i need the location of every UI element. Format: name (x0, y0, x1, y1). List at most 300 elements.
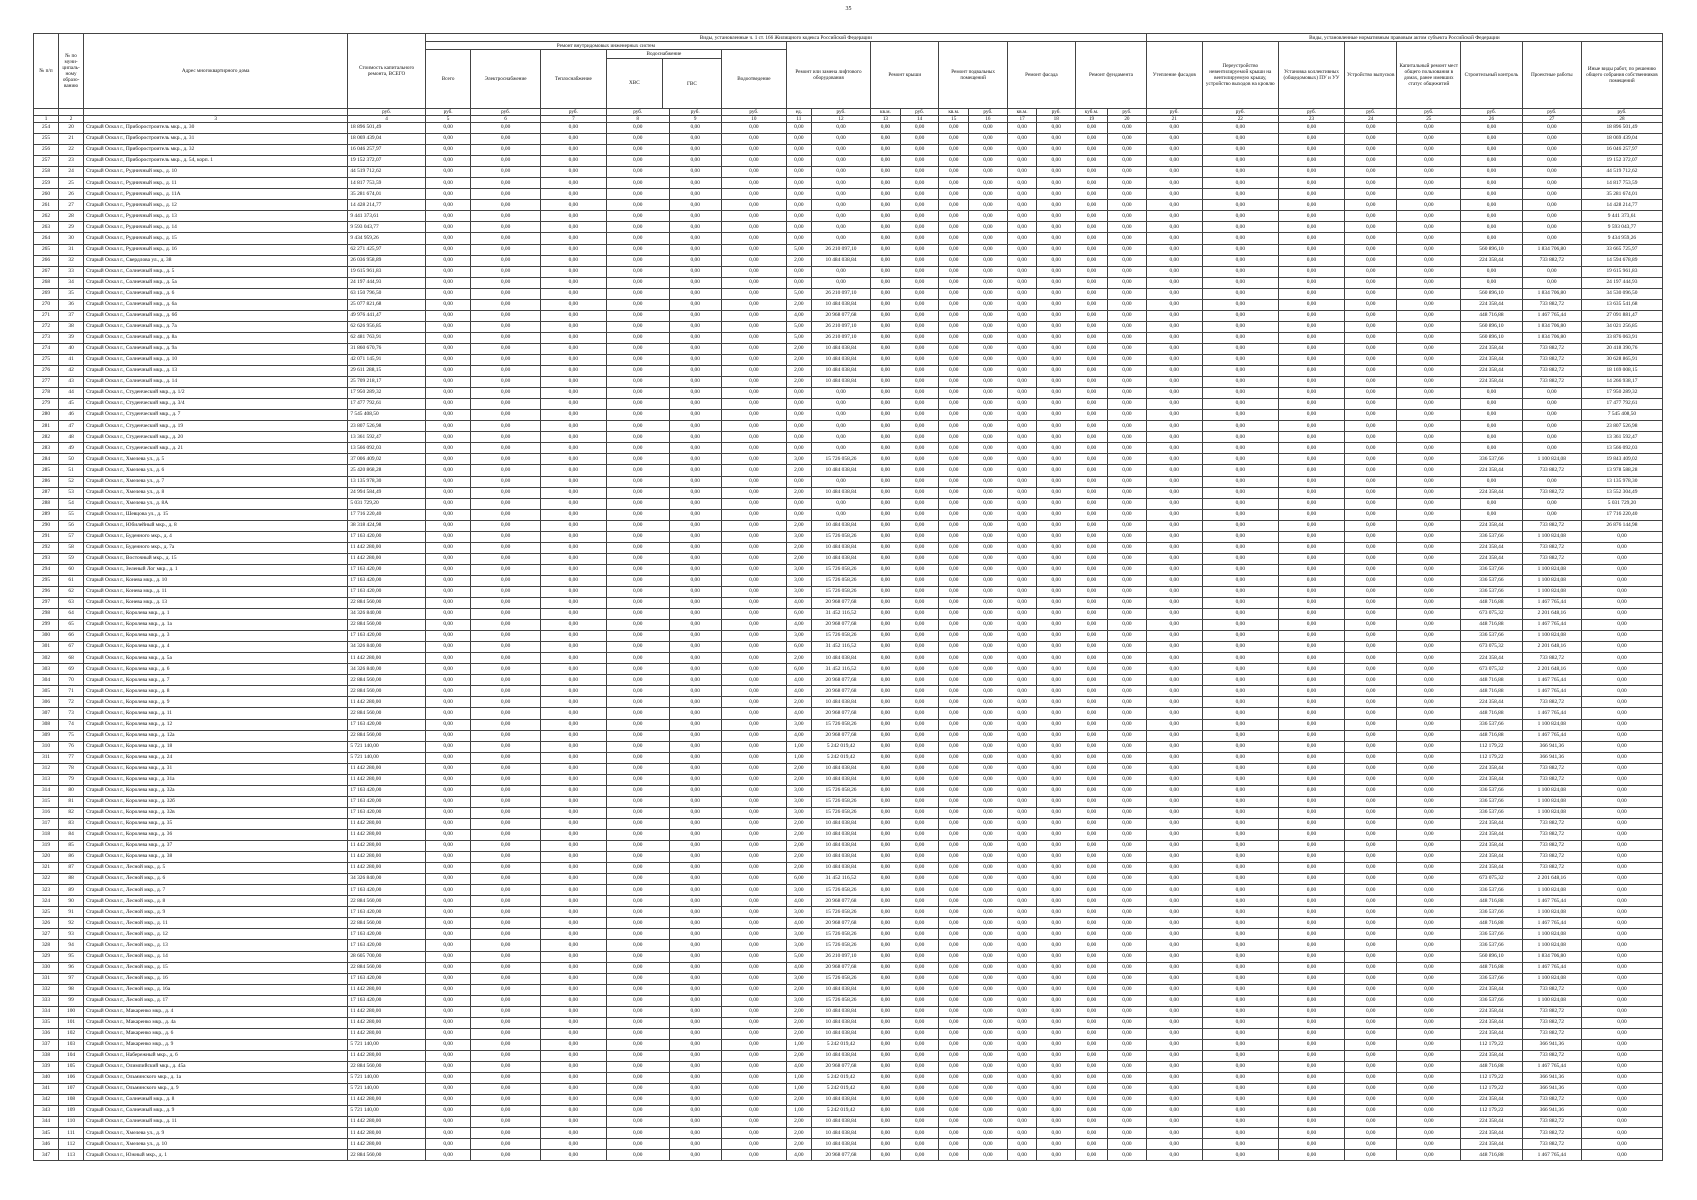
zero-value-cell: 0,00 (900, 675, 939, 686)
zero-value-cell: 0,00 (540, 1006, 606, 1017)
zero-value-cell: 0,00 (1007, 796, 1037, 807)
zero-value-cell: 0,00 (1037, 399, 1076, 410)
total-cost-cell: 22 884 560,00 (348, 730, 425, 741)
zero-value-cell: 0,00 (969, 542, 1008, 553)
zero-value-cell: 0,00 (721, 531, 786, 542)
zero-value-cell: 0,00 (969, 410, 1008, 421)
zero-value-cell: 0,00 (471, 885, 540, 896)
zero-value-cell: 0,00 (669, 509, 721, 520)
zero-value-cell: 0,00 (1007, 664, 1037, 675)
row-index-cell: 300 (34, 631, 59, 642)
zero-value-cell: 0,00 (1076, 366, 1108, 377)
zero-value-cell: 0,00 (1076, 863, 1108, 874)
address-cell: Старый Оскол г., Королева мкр., д. 37 (84, 841, 348, 852)
zero-value-cell: 0,00 (871, 774, 901, 785)
row-index-cell: 264 (34, 233, 59, 244)
zero-value-cell: 0,00 (471, 951, 540, 962)
zero-value-cell: 0,00 (1146, 520, 1202, 531)
zero-value-cell: 0,00 (1076, 796, 1108, 807)
zero-value-cell: 0,00 (471, 763, 540, 774)
zero-value-cell: 0,00 (425, 432, 471, 443)
zero-value-cell: 0,00 (900, 211, 939, 222)
zero-value-cell: 0,00 (606, 432, 669, 443)
design-works-cell: 1 834 706,80 (1522, 244, 1581, 255)
construction-control-cell: 336 537,66 (1461, 531, 1523, 542)
zero-value-cell: 0,00 (1397, 951, 1461, 962)
zero-value-cell: 0,00 (969, 863, 1008, 874)
address-cell: Старый Оскол г., Конева мкр., д. 11 (84, 586, 348, 597)
municipal-number-cell: 98 (59, 984, 84, 995)
header-electricity: Электроснабжение (471, 50, 540, 109)
lift-quantity-cell: 0,00 (786, 476, 811, 487)
construction-control-cell: 0,00 (1461, 443, 1523, 454)
table-row (34, 785, 1663, 796)
zero-value-cell: 0,00 (1202, 951, 1278, 962)
zero-value-cell: 0,00 (1146, 642, 1202, 653)
zero-value-cell: 0,00 (721, 1084, 786, 1095)
zero-value-cell: 0,00 (1202, 841, 1278, 852)
address-cell: Старый Оскол г., Приборостроитель мкр., д. 30 (84, 123, 348, 134)
lift-quantity-cell: 4,00 (786, 310, 811, 321)
lift-quantity-cell: 6,00 (786, 874, 811, 885)
zero-value-cell: 0,00 (1278, 277, 1344, 288)
total-cost-cell: 5 721 140,00 (348, 1073, 425, 1084)
zero-value-cell: 0,00 (1345, 962, 1397, 973)
zero-value-cell: 0,00 (1202, 266, 1278, 277)
zero-value-cell: 0,00 (1345, 1039, 1397, 1050)
zero-value-cell: 0,00 (1397, 200, 1461, 211)
zero-value-cell: 0,00 (871, 498, 901, 509)
zero-value-cell: 0,00 (425, 841, 471, 852)
address-cell: Старый Оскол г., Лесной мкр., д. 7 (84, 885, 348, 896)
table-row (34, 454, 1663, 465)
zero-value-cell: 0,00 (540, 443, 606, 454)
total-cost-cell: 11 442 280,00 (348, 1139, 425, 1150)
total-cost-cell: 22 884 560,00 (348, 708, 425, 719)
zero-value-cell: 0,00 (900, 1006, 939, 1017)
zero-value-cell: 0,00 (900, 1073, 939, 1084)
zero-value-cell: 0,00 (1107, 686, 1146, 697)
zero-value-cell: 0,00 (540, 686, 606, 697)
row-index-cell: 346 (34, 1139, 59, 1150)
zero-value-cell: 0,00 (1202, 123, 1278, 134)
construction-control-cell: 448 716,88 (1461, 620, 1523, 631)
zero-value-cell: 0,00 (1278, 321, 1344, 332)
column-number-cell: 4 (348, 116, 425, 123)
zero-value-cell: 0,00 (721, 796, 786, 807)
zero-value-cell: 0,00 (939, 332, 969, 343)
construction-control-cell: 0,00 (1461, 156, 1523, 167)
zero-value-cell: 0,00 (1345, 874, 1397, 885)
zero-value-cell: 0,00 (606, 123, 669, 134)
zero-value-cell: 0,00 (1007, 377, 1037, 388)
zero-value-cell: 0,00 (871, 222, 901, 233)
row-index-cell: 307 (34, 708, 59, 719)
total-cost-cell: 19 152 372,07 (348, 156, 425, 167)
zero-value-cell: 0,00 (969, 1061, 1008, 1072)
zero-value-cell: 0,00 (471, 752, 540, 763)
zero-value-cell: 0,00 (1202, 818, 1278, 829)
address-cell: Старый Оскол г., Королева мкр., д. 24 (84, 752, 348, 763)
lift-cost-cell: 26 210 097,10 (811, 321, 870, 332)
zero-value-cell: 0,00 (1037, 586, 1076, 597)
zero-value-cell: 0,00 (1345, 1006, 1397, 1017)
zero-value-cell: 0,00 (540, 929, 606, 940)
zero-value-cell: 0,00 (721, 520, 786, 531)
zero-value-cell: 0,00 (606, 951, 669, 962)
zero-value-cell: 0,00 (1202, 885, 1278, 896)
zero-value-cell: 0,00 (1278, 244, 1344, 255)
design-works-cell: 0,00 (1522, 388, 1581, 399)
total-cost-cell: 18 896 501,49 (348, 123, 425, 134)
zero-value-cell: 0,00 (1146, 1095, 1202, 1106)
zero-value-cell: 0,00 (871, 564, 901, 575)
zero-value-cell: 0,00 (871, 586, 901, 597)
zero-value-cell: 0,00 (721, 918, 786, 929)
address-cell: Старый Оскол г., Королева мкр., д. 35 (84, 818, 348, 829)
zero-value-cell: 0,00 (1278, 973, 1344, 984)
zero-value-cell: 0,00 (1076, 686, 1108, 697)
zero-value-cell: 0,00 (425, 896, 471, 907)
row-index-cell: 274 (34, 343, 59, 354)
zero-value-cell: 0,00 (1076, 785, 1108, 796)
table-row (34, 476, 1663, 487)
zero-value-cell: 0,00 (669, 852, 721, 863)
zero-value-cell: 0,00 (1397, 1017, 1461, 1028)
construction-control-cell: 673 075,32 (1461, 642, 1523, 653)
zero-value-cell: 0,00 (1146, 675, 1202, 686)
design-works-cell: 366 941,36 (1522, 1106, 1581, 1117)
zero-value-cell: 0,00 (1037, 520, 1076, 531)
zero-value-cell: 0,00 (1202, 564, 1278, 575)
zero-value-cell: 0,00 (871, 531, 901, 542)
zero-value-cell: 0,00 (1202, 1039, 1278, 1050)
zero-value-cell: 0,00 (1278, 310, 1344, 321)
other-works-cell: 13 978 588,28 (1581, 465, 1662, 476)
zero-value-cell: 0,00 (1037, 752, 1076, 763)
zero-value-cell: 0,00 (540, 200, 606, 211)
zero-value-cell: 0,00 (669, 222, 721, 233)
zero-value-cell: 0,00 (1076, 531, 1108, 542)
zero-value-cell: 0,00 (1345, 156, 1397, 167)
zero-value-cell: 0,00 (1345, 929, 1397, 940)
address-cell: Старый Оскол г., Королева мкр., д. 32б (84, 796, 348, 807)
zero-value-cell: 0,00 (425, 354, 471, 365)
lift-cost-cell: 0,00 (811, 421, 870, 432)
table-row (34, 520, 1663, 531)
zero-value-cell: 0,00 (606, 818, 669, 829)
zero-value-cell: 0,00 (606, 156, 669, 167)
zero-value-cell: 0,00 (1146, 266, 1202, 277)
construction-control-cell: 0,00 (1461, 145, 1523, 156)
address-cell: Старый Оскол г., Студенческий мкр., д. 21 (84, 443, 348, 454)
lift-quantity-cell: 4,00 (786, 620, 811, 631)
design-works-cell: 733 882,72 (1522, 984, 1581, 995)
total-cost-cell: 17 163 420,00 (348, 907, 425, 918)
municipal-number-cell: 88 (59, 874, 84, 885)
zero-value-cell: 0,00 (669, 653, 721, 664)
zero-value-cell: 0,00 (1037, 697, 1076, 708)
zero-value-cell: 0,00 (1007, 830, 1037, 841)
zero-value-cell: 0,00 (900, 940, 939, 951)
lift-cost-cell: 26 210 097,10 (811, 332, 870, 343)
zero-value-cell: 0,00 (1007, 454, 1037, 465)
zero-value-cell: 0,00 (969, 1117, 1008, 1128)
zero-value-cell: 0,00 (1107, 752, 1146, 763)
zero-value-cell: 0,00 (1397, 410, 1461, 421)
zero-value-cell: 0,00 (606, 1106, 669, 1117)
zero-value-cell: 0,00 (871, 1117, 901, 1128)
zero-value-cell: 0,00 (1037, 332, 1076, 343)
zero-value-cell: 0,00 (1278, 410, 1344, 421)
zero-value-cell: 0,00 (1345, 134, 1397, 145)
zero-value-cell: 0,00 (1397, 631, 1461, 642)
zero-value-cell: 0,00 (1146, 1139, 1202, 1150)
other-works-cell: 0,00 (1581, 896, 1662, 907)
zero-value-cell: 0,00 (871, 907, 901, 918)
zero-value-cell: 0,00 (1037, 1061, 1076, 1072)
lift-quantity-cell: 1,00 (786, 1039, 811, 1050)
zero-value-cell: 0,00 (1202, 377, 1278, 388)
address-cell: Старый Оскол г., Восточный мкр., д. 15 (84, 553, 348, 564)
zero-value-cell: 0,00 (1037, 796, 1076, 807)
other-works-cell: 0,00 (1581, 609, 1662, 620)
lift-quantity-cell: 3,00 (786, 785, 811, 796)
zero-value-cell: 0,00 (1397, 863, 1461, 874)
zero-value-cell: 0,00 (1076, 675, 1108, 686)
design-works-cell: 733 882,72 (1522, 377, 1581, 388)
municipal-number-cell: 96 (59, 962, 84, 973)
table-row (34, 697, 1663, 708)
zero-value-cell: 0,00 (939, 310, 969, 321)
lift-cost-cell: 15 726 058,26 (811, 940, 870, 951)
zero-value-cell: 0,00 (471, 145, 540, 156)
zero-value-cell: 0,00 (1397, 1095, 1461, 1106)
zero-value-cell: 0,00 (969, 244, 1008, 255)
row-index-cell: 344 (34, 1117, 59, 1128)
zero-value-cell: 0,00 (1007, 620, 1037, 631)
zero-value-cell: 0,00 (471, 443, 540, 454)
lift-cost-cell: 0,00 (811, 509, 870, 520)
zero-value-cell: 0,00 (540, 642, 606, 653)
municipal-number-cell: 68 (59, 653, 84, 664)
zero-value-cell: 0,00 (471, 1050, 540, 1061)
construction-control-cell: 448 716,88 (1461, 896, 1523, 907)
table-row (34, 189, 1663, 200)
zero-value-cell: 0,00 (1278, 145, 1344, 156)
zero-value-cell: 0,00 (1076, 321, 1108, 332)
zero-value-cell: 0,00 (606, 752, 669, 763)
design-works-cell: 1 467 765,44 (1522, 962, 1581, 973)
other-works-cell: 0,00 (1581, 675, 1662, 686)
unit-cell: руб. (606, 109, 669, 116)
zero-value-cell: 0,00 (1076, 1039, 1108, 1050)
zero-value-cell: 0,00 (900, 277, 939, 288)
zero-value-cell: 0,00 (1278, 1106, 1344, 1117)
zero-value-cell: 0,00 (606, 520, 669, 531)
zero-value-cell: 0,00 (425, 1006, 471, 1017)
zero-value-cell: 0,00 (721, 686, 786, 697)
row-index-cell: 333 (34, 995, 59, 1006)
total-cost-cell: 11 442 280,00 (348, 653, 425, 664)
zero-value-cell: 0,00 (1007, 399, 1037, 410)
zero-value-cell: 0,00 (969, 531, 1008, 542)
zero-value-cell: 0,00 (721, 1150, 786, 1161)
zero-value-cell: 0,00 (1107, 1006, 1146, 1017)
header-water-supply (606, 50, 721, 109)
zero-value-cell: 0,00 (900, 962, 939, 973)
zero-value-cell: 0,00 (969, 233, 1008, 244)
lift-quantity-cell: 0,00 (786, 178, 811, 189)
municipal-number-cell: 32 (59, 255, 84, 266)
other-works-cell: 0,00 (1581, 907, 1662, 918)
zero-value-cell: 0,00 (871, 145, 901, 156)
zero-value-cell: 0,00 (1076, 266, 1108, 277)
zero-value-cell: 0,00 (1107, 145, 1146, 156)
zero-value-cell: 0,00 (900, 332, 939, 343)
zero-value-cell: 0,00 (1146, 178, 1202, 189)
zero-value-cell: 0,00 (1202, 675, 1278, 686)
construction-control-cell: 224 358,44 (1461, 984, 1523, 995)
zero-value-cell: 0,00 (1037, 145, 1076, 156)
zero-value-cell: 0,00 (669, 1050, 721, 1061)
zero-value-cell: 0,00 (1007, 1061, 1037, 1072)
zero-value-cell: 0,00 (1345, 200, 1397, 211)
zero-value-cell: 0,00 (1202, 741, 1278, 752)
zero-value-cell: 0,00 (669, 410, 721, 421)
zero-value-cell: 0,00 (669, 1039, 721, 1050)
zero-value-cell: 0,00 (1037, 509, 1076, 520)
zero-value-cell: 0,00 (1278, 830, 1344, 841)
zero-value-cell: 0,00 (900, 266, 939, 277)
zero-value-cell: 0,00 (1076, 1073, 1108, 1084)
zero-value-cell: 0,00 (1202, 1061, 1278, 1072)
municipal-number-cell: 70 (59, 675, 84, 686)
zero-value-cell: 0,00 (669, 134, 721, 145)
lift-quantity-cell: 3,00 (786, 454, 811, 465)
address-cell: Старый Оскол г., Солнечный мкр., д. 9 (84, 1106, 348, 1117)
zero-value-cell: 0,00 (1146, 984, 1202, 995)
lift-cost-cell: 20 968 077,68 (811, 708, 870, 719)
construction-control-cell: 112 179,22 (1461, 1106, 1523, 1117)
zero-value-cell: 0,00 (540, 609, 606, 620)
zero-value-cell: 0,00 (1107, 542, 1146, 553)
zero-value-cell: 0,00 (871, 752, 901, 763)
header-design-works: Проектные работы (1522, 42, 1581, 109)
lift-quantity-cell: 3,00 (786, 995, 811, 1006)
zero-value-cell: 0,00 (669, 730, 721, 741)
design-works-cell: 1 467 765,44 (1522, 675, 1581, 686)
zero-value-cell: 0,00 (425, 343, 471, 354)
zero-value-cell: 0,00 (1202, 874, 1278, 885)
zero-value-cell: 0,00 (969, 719, 1008, 730)
zero-value-cell: 0,00 (471, 564, 540, 575)
zero-value-cell: 0,00 (1345, 984, 1397, 995)
row-index-cell: 259 (34, 178, 59, 189)
zero-value-cell: 0,00 (969, 310, 1008, 321)
zero-value-cell: 0,00 (900, 896, 939, 907)
zero-value-cell: 0,00 (471, 907, 540, 918)
total-cost-cell: 17 950 289,32 (348, 388, 425, 399)
zero-value-cell: 0,00 (1345, 1117, 1397, 1128)
other-works-cell: 0,00 (1581, 564, 1662, 575)
zero-value-cell: 0,00 (900, 785, 939, 796)
zero-value-cell: 0,00 (1397, 774, 1461, 785)
zero-value-cell: 0,00 (1076, 277, 1108, 288)
zero-value-cell: 0,00 (1007, 763, 1037, 774)
zero-value-cell: 0,00 (900, 1050, 939, 1061)
zero-value-cell: 0,00 (1202, 973, 1278, 984)
zero-value-cell: 0,00 (939, 255, 969, 266)
construction-control-cell: 448 716,88 (1461, 918, 1523, 929)
design-works-cell: 0,00 (1522, 145, 1581, 156)
zero-value-cell: 0,00 (1345, 763, 1397, 774)
zero-value-cell: 0,00 (1107, 874, 1146, 885)
zero-value-cell: 0,00 (540, 509, 606, 520)
design-works-cell: 1 467 765,44 (1522, 310, 1581, 321)
zero-value-cell: 0,00 (1397, 399, 1461, 410)
total-cost-cell: 17 163 420,00 (348, 631, 425, 642)
zero-value-cell: 0,00 (900, 354, 939, 365)
zero-value-cell: 0,00 (1146, 796, 1202, 807)
zero-value-cell: 0,00 (721, 940, 786, 951)
construction-control-cell: 448 716,88 (1461, 686, 1523, 697)
zero-value-cell: 0,00 (1146, 918, 1202, 929)
construction-control-cell: 224 358,44 (1461, 377, 1523, 388)
total-cost-cell: 11 442 280,00 (348, 984, 425, 995)
total-cost-cell: 34 326 840,00 (348, 609, 425, 620)
row-index-cell: 296 (34, 586, 59, 597)
zero-value-cell: 0,00 (1007, 1150, 1037, 1161)
zero-value-cell: 0,00 (1278, 741, 1344, 752)
zero-value-cell: 0,00 (471, 288, 540, 299)
table-row (34, 299, 1663, 310)
zero-value-cell: 0,00 (1007, 332, 1037, 343)
zero-value-cell: 0,00 (1037, 907, 1076, 918)
zero-value-cell: 0,00 (1076, 509, 1108, 520)
zero-value-cell: 0,00 (721, 841, 786, 852)
zero-value-cell: 0,00 (1202, 454, 1278, 465)
zero-value-cell: 0,00 (1037, 244, 1076, 255)
zero-value-cell: 0,00 (425, 940, 471, 951)
zero-value-cell: 0,00 (1146, 1039, 1202, 1050)
design-works-cell: 733 882,72 (1522, 863, 1581, 874)
zero-value-cell: 0,00 (900, 841, 939, 852)
zero-value-cell: 0,00 (900, 200, 939, 211)
zero-value-cell: 0,00 (721, 134, 786, 145)
zero-value-cell: 0,00 (606, 1073, 669, 1084)
zero-value-cell: 0,00 (1076, 178, 1108, 189)
zero-value-cell: 0,00 (1278, 675, 1344, 686)
zero-value-cell: 0,00 (1007, 863, 1037, 874)
zero-value-cell: 0,00 (900, 189, 939, 200)
table-row (34, 509, 1663, 520)
row-index-cell: 282 (34, 432, 59, 443)
zero-value-cell: 0,00 (1076, 642, 1108, 653)
zero-value-cell: 0,00 (969, 852, 1008, 863)
zero-value-cell: 0,00 (425, 807, 471, 818)
zero-value-cell: 0,00 (721, 487, 786, 498)
zero-value-cell: 0,00 (1345, 796, 1397, 807)
zero-value-cell: 0,00 (1076, 1006, 1108, 1017)
address-cell: Старый Оскол г., Лесной мкр., д. 8 (84, 896, 348, 907)
zero-value-cell: 0,00 (540, 288, 606, 299)
address-cell: Старый Оскол г., Хмелева ул., д. 7 (84, 476, 348, 487)
zero-value-cell: 0,00 (969, 443, 1008, 454)
lift-cost-cell: 0,00 (811, 222, 870, 233)
zero-value-cell: 0,00 (1007, 255, 1037, 266)
zero-value-cell: 0,00 (939, 730, 969, 741)
